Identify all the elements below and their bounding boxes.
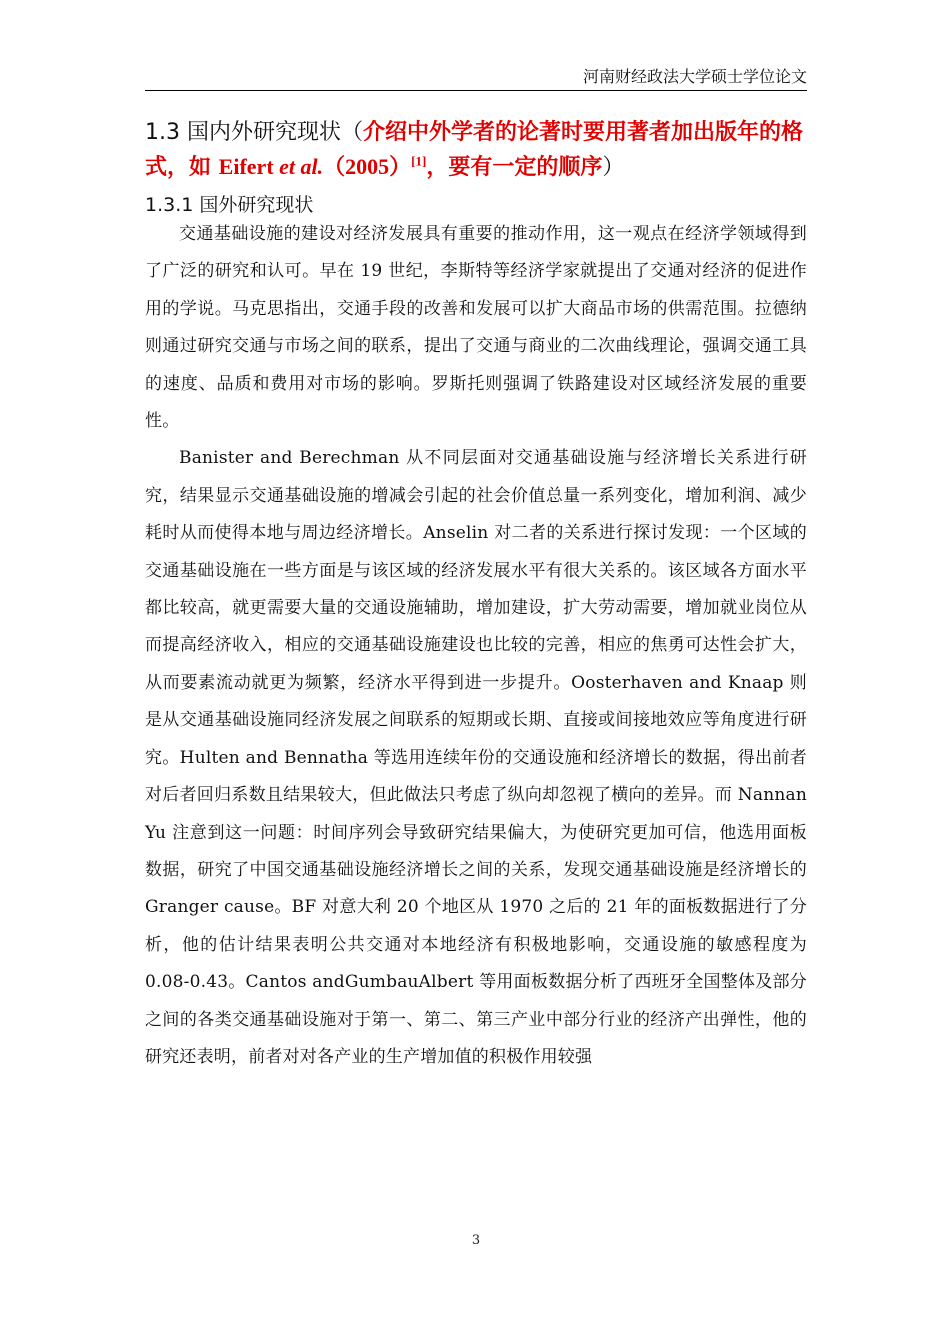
paragraph-2: Banister and Berechman 从不同层面对交通基础设施与经济增长关系进行研究，结果显示交通基础设施的增减会引起的社会价值总量一系列变化，增加利润、减少耗时从而使得本地与周边经济增长。Anselin 对二者的关系进行探讨发现：一个区域的交通基础设施在一些方面是与该区域的经济发展水平有很大关系的。该区域各方面水平都比较高，就更需要大量的交通设施辅助，增加建设，扩大劳动需要，增加就业岗位从而提高经济收入，相应的交通基础设施建设也比较的完善，相应的焦勇可达性会扩大，从而要素流动就更为频繁，经济水平得到进一步提升。Oosterhaven and Knaap 则是从交通基础设施同经济发展之间联系的短期或长期、直接或间接地效应等角度进行研究。Hulten and Bennatha 等选用连续年份的交通设施和经济增长的数据，得出前者对后者回归系数且结果较大，但此做法只考虑了纵向却忽视了横向的差异。而 Nannan Yu 注意到这一问题：时间序列会导致研究结果偏大，为使研究更加可信，他选用面板数据，研究了中国交通基础设施经济增长之间的关系，发现交通基础设施是经济增长的 Granger cause。BF 对意大利 20 个地区从 1970 之后的 21 年的面板数据进行了分析，他的估计结果表明公共交通对本地经济有积极地影响，交通设施的敏感程度为 0.08-0.43。Cantos andGumbauAlbert 等用面板数据分析了西班牙全国整体及部分之间的各类交通基础设施对于第一、第二、第三产业中部分行业的经济产出弹性，他的研究还表明，前者对对各产业的生产增加值的积极作用较强 [145, 448, 807, 1067]
note-reference: [1] [411, 153, 427, 169]
note-author: Eifert [218, 154, 280, 179]
paragraph-1: 交通基础设施的建设对经济发展具有重要的推动作用，这一观点在经济学领域得到了广泛的研究和认可。早在 19 世纪，李斯特等经济学家就提出了交通对经济的促进作用的学说。马克思指出，交通手段的改善和发展可以扩大商品市场的供需范围。拉德纳则通过研究交通与市场之间的联系，提出了交通与商业的二次曲线理论，强调交通工具的速度、品质和费用对市场的影响。罗斯托则强调了铁路建设对区域经济发展的重要性。 [145, 224, 807, 432]
note-suffix: ，要有一定的顺序 [426, 155, 603, 180]
header-rule [145, 90, 807, 91]
note-etal: et al. [279, 154, 324, 179]
section-heading [145, 116, 807, 185]
running-header: 河南财经政法大学硕士学位论文 [582, 67, 807, 86]
section-number-title: 1.3 国内外研究现状（ [145, 120, 363, 145]
note-prefix: 介绍中外学者的论著时要用著者加出版年的格式，如 [145, 120, 803, 180]
note-year: （2005） [323, 154, 412, 179]
page-number: 3 [471, 1233, 481, 1248]
section-close-paren: ） [602, 155, 625, 180]
body-text [145, 216, 807, 1076]
subsection-heading: 1.3.1 国外研究现状 [145, 194, 314, 216]
